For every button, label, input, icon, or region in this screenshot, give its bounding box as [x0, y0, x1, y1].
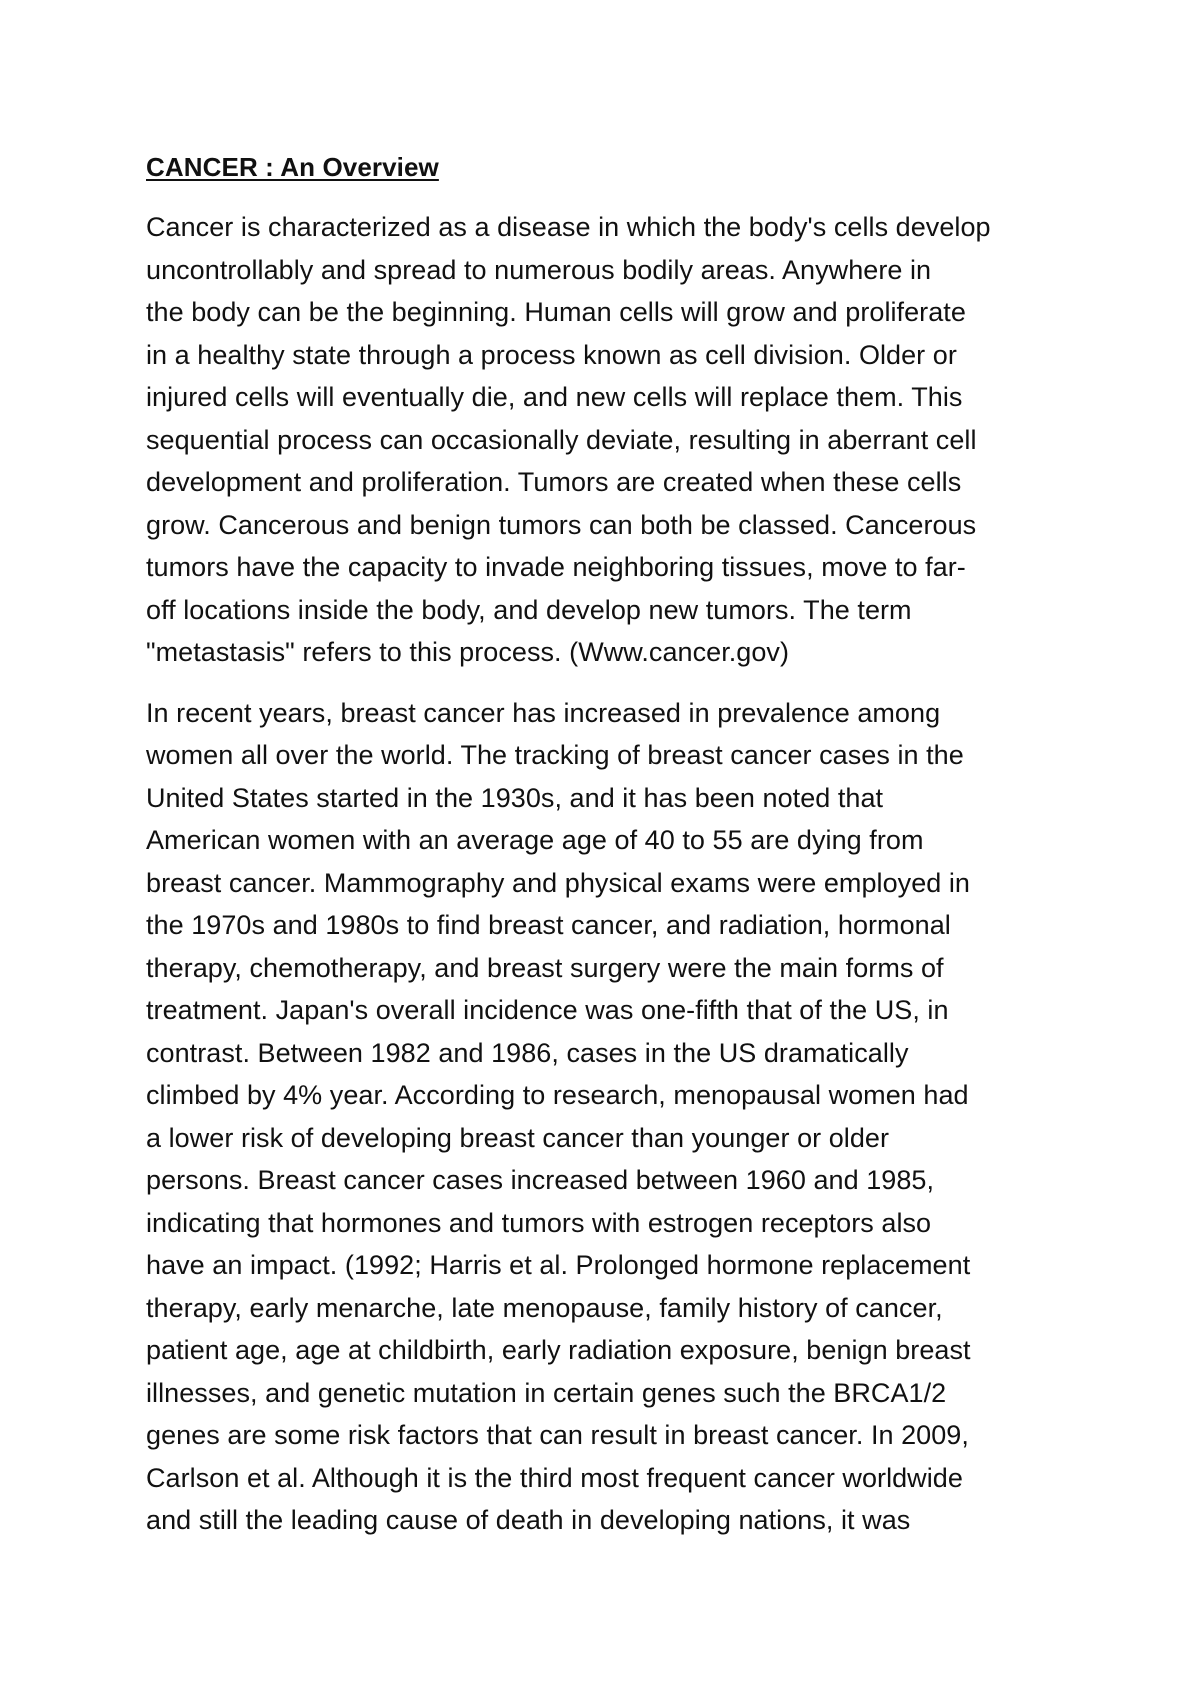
paragraph-line: therapy, early menarche, late menopause, family history of cancer,: [146, 1292, 943, 1323]
paragraph-line: have an impact. (1992; Harris et al. Prolonged hormone replacement: [146, 1250, 971, 1280]
paragraph-line: in a healthy state through a process known as cell division. Older or: [146, 339, 957, 370]
paragraph-line: uncontrollably and spread to numerous bodily areas. Anywhere in: [146, 254, 932, 285]
paragraph-line: development and proliferation. Tumors are created when these cells: [146, 467, 962, 497]
paragraph-line: women all over the world. The tracking of breast cancer cases in the: [146, 740, 964, 770]
paragraph-line: tumors have the capacity to invade neighboring tissues, move to far-: [146, 552, 966, 582]
paragraph-line: Carlson et al. Although it is the third most frequent cancer worldwide: [146, 1462, 963, 1493]
paragraph-line: indicating that hormones and tumors with estrogen receptors also: [146, 1207, 932, 1238]
paragraph-line: and still the leading cause of death in developing nations, it was: [146, 1505, 911, 1535]
paragraph-line: injured cells will eventually die, and new cells will replace them. This: [146, 382, 963, 412]
paragraph-line: sequential process can occasionally deviate, resulting in aberrant cell: [146, 424, 977, 455]
paragraph-line: grow. Cancerous and benign tumors can both be classed. Cancerous: [146, 509, 977, 540]
paragraph-line: United States started in the 1930s, and it has been noted that: [146, 782, 884, 813]
paragraph-line: treatment. Japan's overall incidence was one-fifth that of the US, in: [146, 995, 949, 1025]
document-body: [146, 150, 1086, 1560]
paragraph-line: persons. Breast cancer cases increased between 1960 and 1985,: [146, 1165, 935, 1195]
paragraph-line: the body can be the beginning. Human cells will grow and proliferate: [146, 297, 966, 327]
paragraph-line: genes are some risk factors that can result in breast cancer. In 2009,: [146, 1420, 969, 1450]
paragraph-line: In recent years, breast cancer has increased in prevalence among: [146, 697, 941, 728]
paragraph-line: Cancer is characterized as a disease in which the body's cells develop: [146, 212, 991, 242]
paragraph-line: "metastasis" refers to this process. (Www.cancer.gov): [146, 637, 790, 667]
paragraph-line: breast cancer. Mammography and physical exams were employed in: [146, 867, 970, 898]
paragraph-line: patient age, age at childbirth, early radiation exposure, benign breast: [146, 1335, 971, 1365]
paragraph-line: climbed by 4% year. According to research, menopausal women had: [146, 1080, 969, 1110]
paragraph-line: American women with an average age of 40 to 55 are dying from: [146, 825, 924, 855]
paragraph-line: therapy, chemotherapy, and breast surgery were the main forms of: [146, 952, 944, 983]
paragraph-line: contrast. Between 1982 and 1986, cases in the US dramatically: [146, 1037, 909, 1068]
paragraph-breast-cancer: [146, 692, 1086, 1542]
paragraph-line: off locations inside the body, and develop new tumors. The term: [146, 594, 912, 625]
paragraph-line: the 1970s and 1980s to find breast cancer, and radiation, hormonal: [146, 910, 951, 940]
document-title: CANCER : An Overview: [146, 152, 439, 182]
paragraph-cancer-definition: [146, 206, 1086, 674]
paragraph-line: illnesses, and genetic mutation in certain genes such the BRCA1/2: [146, 1377, 947, 1408]
paragraph-line: a lower risk of developing breast cancer than younger or older: [146, 1122, 890, 1153]
